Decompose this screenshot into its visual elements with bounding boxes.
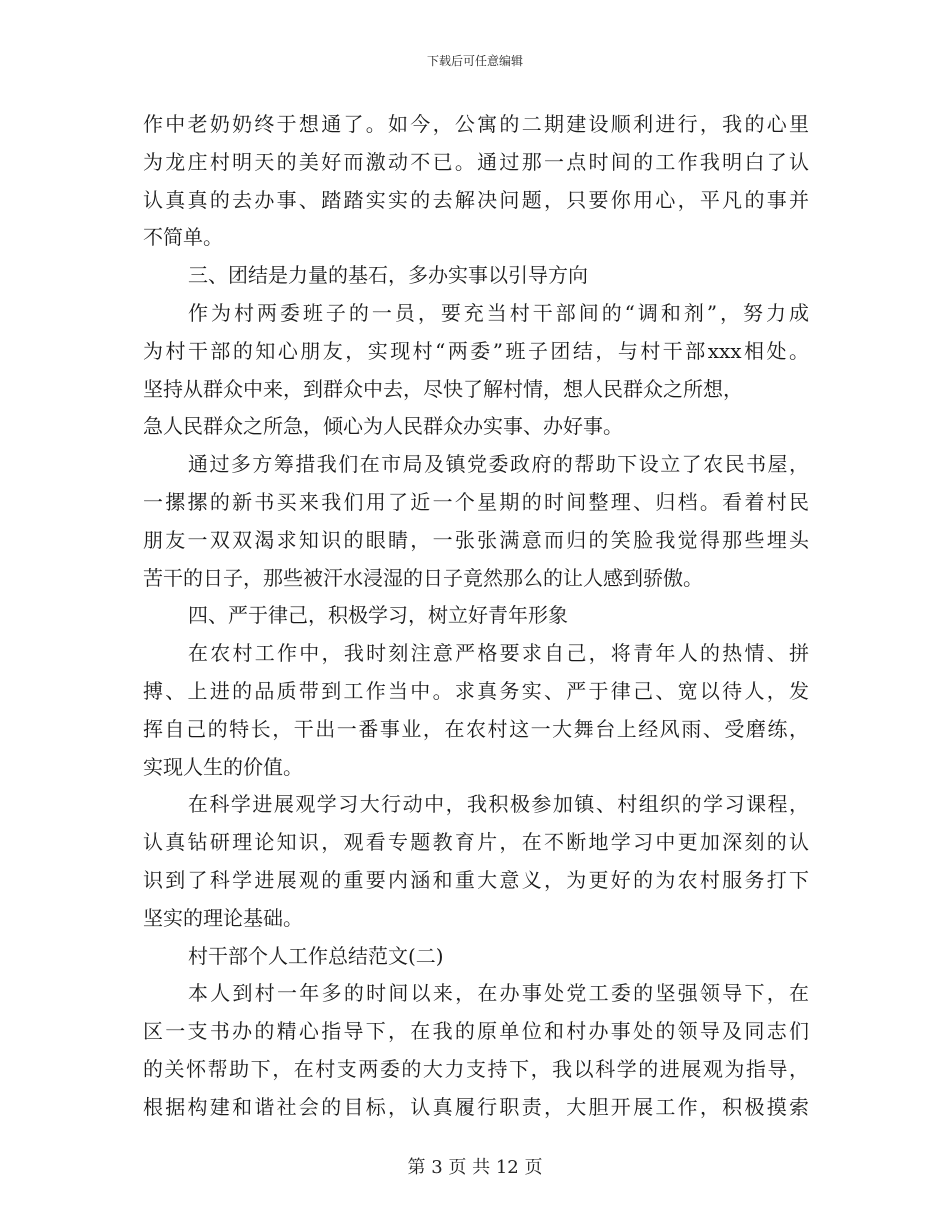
- text-line: 苦干的日子，那些被汗水浸湿的日子竟然那么的让人感到骄傲。: [143, 565, 703, 590]
- text-line: 为龙庄村明天的美好而激动不已。通过那一点时间的工作我明白了认: [143, 149, 809, 174]
- page-footer: 第 3 页 共 12 页: [407, 1157, 543, 1178]
- text-line: 区一支书办的精心指导下，在我的原单位和村办事处的领导及同志们: [143, 1019, 809, 1044]
- page-header: 下载后可任意编辑: [426, 54, 523, 68]
- text-line: 实现人生的价值。: [143, 754, 303, 779]
- text-line: 朋友一双双渴求知识的眼睛，一张张满意而归的笑脸我觉得那些埋头: [143, 527, 809, 552]
- text-line: 的关怀帮助下，在村支两委的大力支持下，我以科学的进展观为指导，: [143, 1056, 809, 1081]
- text-line: 识到了科学进展观的重要内涵和重大意义，为更好的为农村服务打下: [143, 867, 809, 892]
- text-line: 作中老奶奶终于想通了。如今，公寓的二期建设顺利进行，我的心里: [143, 112, 809, 136]
- text-line: 一摞摞的新书买来我们用了近一个星期的时间整理、归档。看着村民: [143, 489, 809, 514]
- text-line: 为村干部的知心朋友，实现村“两委”班子团结，与村干部xxx相处。: [143, 338, 809, 363]
- text-line: 本人到村一年多的时间以来，在办事处党工委的坚强领导下，在: [188, 981, 809, 1006]
- text-line: 通过多方筹措我们在市局及镇党委政府的帮助下设立了农民书屋，: [188, 452, 809, 477]
- text-line: 在农村工作中，我时刻注意严格要求自己，将青年人的热情、拼: [188, 641, 809, 666]
- text-line: 村干部个人工作总结范文(二): [188, 943, 444, 968]
- text-line: 坚实的理论基础。: [143, 905, 303, 930]
- text-line: 三、团结是力量的基石，多办实事以引导方向: [188, 263, 588, 288]
- text-line: 挥自己的特长，干出一番事业，在农村这一大舞台上经风雨、受磨练，: [143, 716, 809, 741]
- text-line: 搏、上进的品质带到工作当中。求真务实、严于律己、宽以待人，发: [143, 678, 809, 703]
- text-line: 认真钻研理论知识，观看专题教育片，在不断地学习中更加深刻的认: [143, 830, 809, 855]
- document-body: [143, 106, 809, 1127]
- text-line: 坚持从群众中来，到群众中去，尽快了解村情，想人民群众之所想，: [143, 376, 743, 401]
- text-line: 在科学进展观学习大行动中，我积极参加镇、村组织的学习课程，: [188, 792, 809, 817]
- text-line: 不简单。: [143, 225, 223, 250]
- text-line: 认真真的去办事、踏踏实实的去解决问题，只要你用心，平凡的事并: [143, 187, 809, 212]
- text-line: 根据构建和谐社会的目标，认真履行职责，大胆开展工作，积极摸索: [143, 1094, 809, 1119]
- text-line: 急人民群众之所急，倾心为人民群众办实事、办好事。: [143, 414, 623, 439]
- text-line: 作为村两委班子的一员，要充当村干部间的“调和剂”，努力成: [188, 300, 809, 325]
- text-line: 四、严于律己，积极学习，树立好青年形象: [188, 603, 568, 628]
